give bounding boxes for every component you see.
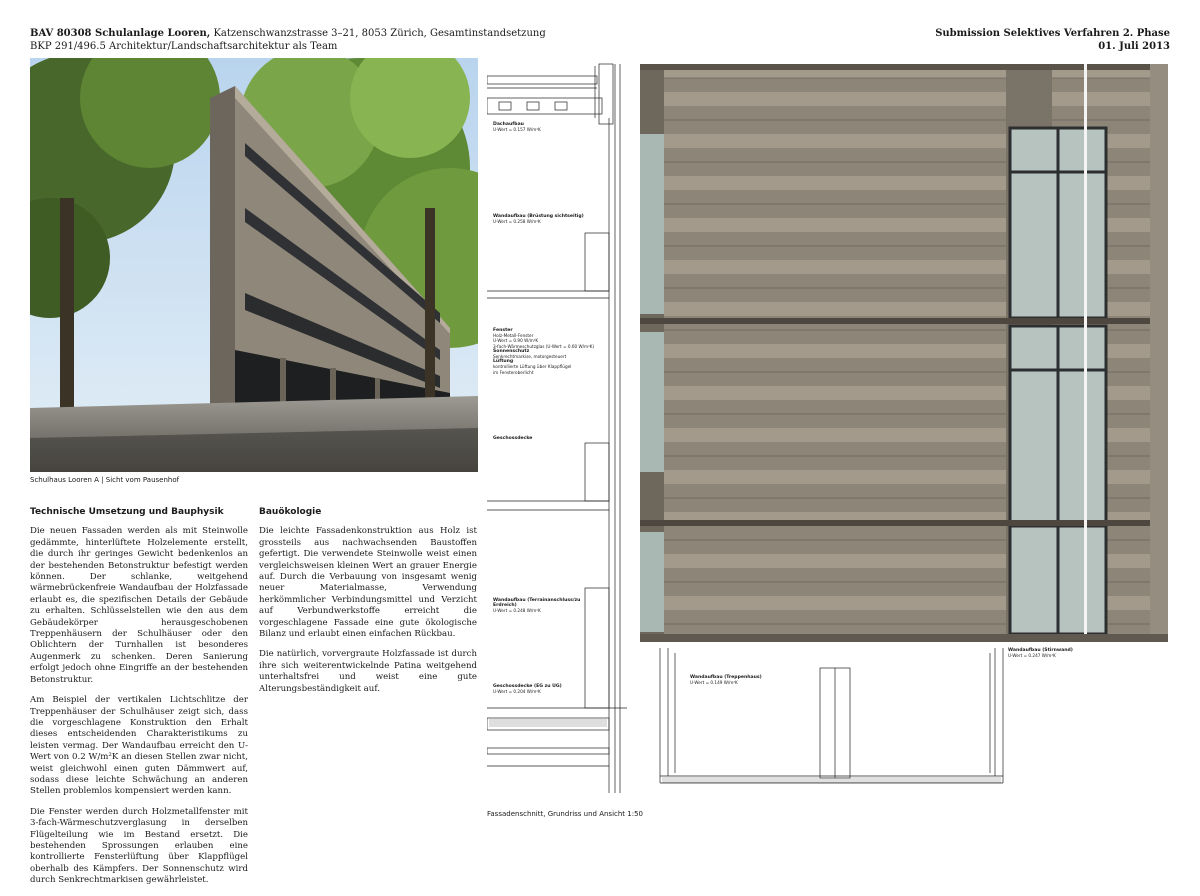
paragraph: Die leichte Fassadenkonstruktion aus Holz ist grossteils aus nachwachsenden Baustoffen gefertigt. Die verwendete Steinwolle weist einen vergleichsweisen kleinen Wert an grauer Energie auf. Durch die Verbauung von insgesamt wenig neuer Materialmasse, Verwendung herkömmlicher Verbindungsmittel und Verzicht auf Verbundwerkstoffe erreicht die vorgeschlagene Fassade eine gute ökologische Bilanz und erlaubt einen einfachen Rückbau. <box>259 526 477 640</box>
facade-section-drawing <box>487 58 627 793</box>
drawing-caption: Fassadenschnitt, Grundriss und Ansicht 1:50 <box>487 810 643 818</box>
photo-caption: Schulhaus Looren A | Sicht vom Pausenhof <box>30 476 180 484</box>
header-left <box>30 27 546 53</box>
heading-technical: Technische Umsetzung und Bauphysik <box>30 507 224 517</box>
text-column-technical <box>30 507 248 896</box>
paragraph: Die Fenster werden durch Holzmetallfenster mit 3-fach-Wärmeschutzverglasung in derselben Flügelteilung wie im Bestand ersetzt. Die bestehenden Sprossungen erlauben eine kontrollierte Fensterlüftung über Klappflügel oberhalb des Kämpfers. Der Sonnenschutz wird durch Senkrechtmarkisen gewährleistet. <box>30 806 248 886</box>
project-title: BAV 80308 Schulanlage Looren, Katzenschwanzstrasse 3–21, 8053 Zürich, Gesamtinstandsetzung <box>30 28 546 39</box>
terrain-notes: Wandaufbau (Terrainanschluss/zu Erdreich) U-Wert = 0.248 W/m²K <box>493 598 581 614</box>
date-label: 01. Juli 2013 <box>1098 41 1170 52</box>
stair-wall-notes: Wandaufbau (Treppenhaus) U-Wert = 0.149 W/m²K <box>690 675 762 686</box>
facade-elevation <box>640 64 1168 642</box>
paragraph: Die neuen Fassaden werden als mit Steinwolle gedämmte, hinterlüftete Holzelemente erstellt, die durch ihr geringes Gewicht bedenkenlos an der bestehenden Betonstruktur befestigt werden können. Der schlanke, weitgehend wärmebrückenfreie Wandaufbau der Holzfassade erlaubt es, die spezifischen Details der Gebäude zu erhalten. Schlüsselstellen wie den aus dem Gebäudekörper herausgeschobenen Treppenhäusern der Schulhäuser oder den Oblichtern der Turnhallen ist besonderes Augenmerk zu schenken. Deren Sanierung erfolgt jedoch ohne Eingriffe an der bestehenden Betonstruktur. <box>30 526 248 685</box>
paragraph: Am Beispiel der vertikalen Lichtschlitze der Treppenhäuser der Schulhäuser zeigt sich, dass die vorgeschlagene Konstruktion den Erhalt dieses entscheidenden Charakteristikums zu leisten vermag. Der Wandaufbau erreicht den U-Wert von 0.2 W/m²K an diesen Stellen zwar nicht, weist gleichwohl einen guten Dämmwert auf, sodass diese leichte Schwächung an anderen Stellen problemlos kompensiert werden kann. <box>30 695 248 797</box>
header-right <box>935 27 1170 53</box>
end-wall-notes: Wandaufbau (Stirnwand) U-Wert = 0.247 W/m²K <box>1008 648 1073 659</box>
wall-notes: Wandaufbau (Brüstung sichtseitig) U-Wert = 0.258 W/m²K <box>493 214 584 225</box>
heading-ecology: Bauökologie <box>259 507 322 517</box>
building-photo <box>30 58 478 472</box>
window-notes: Fenster Holz-Metall-Fenster U-Wert = 0.90 W/m²K 3-fach-Wärmeschutzglas (U-Wert = 0.60 W/m²K) Sonnenschutz Senkrechtmarkise, motorgesteuert Lüftung kontrollierte Lüftung über Klappflügel im Fensteroberlicht <box>493 328 595 375</box>
floor-plan-drawing <box>640 648 1168 798</box>
ground-slab-notes: Geschossdecke (EG zu UG) U-Wert = 0.204 W/m²K <box>493 684 562 695</box>
project-subtitle: BKP 291/496.5 Architektur/Landschaftsarchitektur als Team <box>30 41 338 52</box>
text-column-ecology <box>259 507 477 704</box>
slab-notes: Geschossdecke <box>493 436 533 441</box>
phase-label: Submission Selektives Verfahren 2. Phase <box>935 28 1170 39</box>
paragraph: Die natürlich, vorvergraute Holzfassade ist durch ihre sich weiterentwickelnde Patina weitgehend unterhaltsfrei und weist eine gute Alterungsbeständigkeit auf. <box>259 649 477 694</box>
roof-notes: Dachaufbau U-Wert = 0.157 W/m²K <box>493 122 541 133</box>
